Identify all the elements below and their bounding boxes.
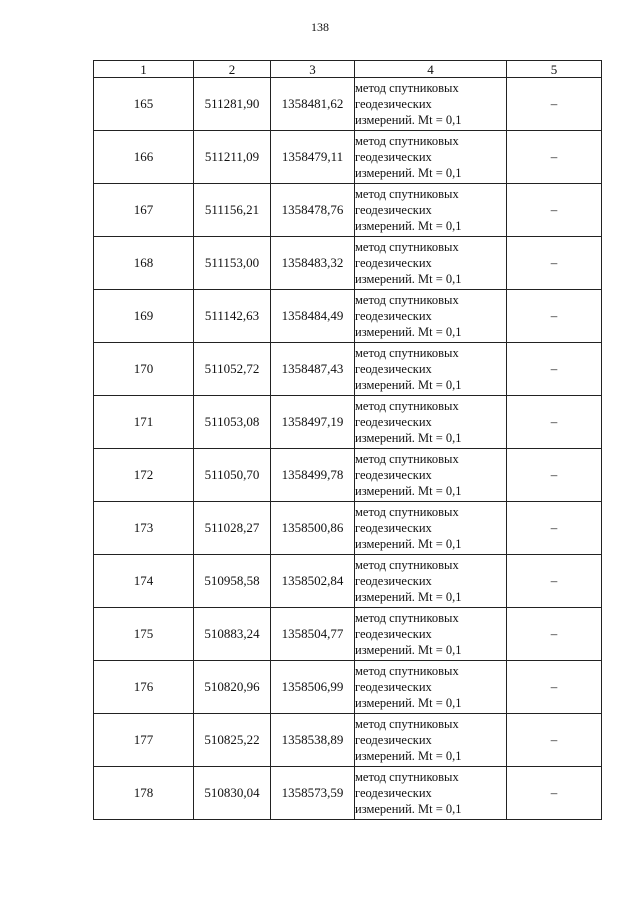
method-text-line: измерений. Mt = 0,1 [355,378,462,392]
point-number-cell: 168 [94,237,194,290]
point-number-cell: 165 [94,78,194,131]
method-text-line: геодезических [355,150,432,164]
method-cell [355,714,507,767]
method-text-line: геодезических [355,680,432,694]
y-coordinate-cell: 1358484,49 [271,290,355,343]
method-text-line: метод спутниковых [355,187,459,201]
method-cell [355,449,507,502]
note-cell: – [507,396,602,449]
y-coordinate-cell: 1358479,11 [271,131,355,184]
table-row [94,767,602,820]
method-text-line: измерений. Mt = 0,1 [355,166,462,180]
method-cell [355,661,507,714]
header-col-1: 1 [94,61,194,78]
method-text-line: метод спутниковых [355,558,459,572]
method-text-line: измерений. Mt = 0,1 [355,802,462,816]
method-text-line: метод спутниковых [355,611,459,625]
method-text-line: метод спутниковых [355,346,459,360]
point-number-cell: 174 [94,555,194,608]
method-cell [355,502,507,555]
method-text-line: измерений. Mt = 0,1 [355,696,462,710]
x-coordinate-cell: 510830,04 [194,767,271,820]
method-text-line: измерений. Mt = 0,1 [355,431,462,445]
header-col-4: 4 [355,61,507,78]
note-cell: – [507,608,602,661]
x-coordinate-cell: 510820,96 [194,661,271,714]
point-number-cell: 173 [94,502,194,555]
y-coordinate-cell: 1358481,62 [271,78,355,131]
point-number-cell: 166 [94,131,194,184]
y-coordinate-cell: 1358504,77 [271,608,355,661]
method-text-line: метод спутниковых [355,293,459,307]
method-text-line: измерений. Mt = 0,1 [355,590,462,604]
table-row [94,449,602,502]
method-text-line: геодезических [355,203,432,217]
note-cell: – [507,184,602,237]
method-text-line: метод спутниковых [355,240,459,254]
method-text-line: измерений. Mt = 0,1 [355,749,462,763]
header-col-5: 5 [507,61,602,78]
x-coordinate-cell: 510958,58 [194,555,271,608]
x-coordinate-cell: 511281,90 [194,78,271,131]
method-cell [355,767,507,820]
note-cell: – [507,237,602,290]
note-cell: – [507,502,602,555]
method-text-line: геодезических [355,786,432,800]
note-cell: – [507,343,602,396]
note-cell: – [507,555,602,608]
method-cell [355,555,507,608]
x-coordinate-cell: 511053,08 [194,396,271,449]
method-text-line: метод спутниковых [355,505,459,519]
x-coordinate-cell: 511050,70 [194,449,271,502]
method-text-line: геодезических [355,256,432,270]
y-coordinate-cell: 1358573,59 [271,767,355,820]
method-text-line: геодезических [355,733,432,747]
x-coordinate-cell: 511153,00 [194,237,271,290]
method-text-line: геодезических [355,627,432,641]
y-coordinate-cell: 1358478,76 [271,184,355,237]
method-text-line: метод спутниковых [355,717,459,731]
table-row [94,343,602,396]
table-row [94,290,602,343]
point-number-cell: 170 [94,343,194,396]
note-cell: – [507,714,602,767]
method-text-line: метод спутниковых [355,452,459,466]
method-cell [355,290,507,343]
note-cell: – [507,449,602,502]
note-cell: – [507,290,602,343]
method-text-line: метод спутниковых [355,664,459,678]
table-body [94,78,602,820]
method-text-line: измерений. Mt = 0,1 [355,219,462,233]
note-cell: – [507,767,602,820]
x-coordinate-cell: 511028,27 [194,502,271,555]
note-cell: – [507,131,602,184]
method-text-line: геодезических [355,97,432,111]
point-number-cell: 176 [94,661,194,714]
method-text-line: измерений. Mt = 0,1 [355,537,462,551]
table-row [94,608,602,661]
point-number-cell: 177 [94,714,194,767]
point-number-cell: 167 [94,184,194,237]
table-row [94,184,602,237]
method-text-line: геодезических [355,415,432,429]
y-coordinate-cell: 1358506,99 [271,661,355,714]
table-row [94,237,602,290]
x-coordinate-cell: 510825,22 [194,714,271,767]
y-coordinate-cell: 1358499,78 [271,449,355,502]
coordinates-table [93,60,602,820]
header-col-3: 3 [271,61,355,78]
method-cell [355,78,507,131]
point-number-cell: 169 [94,290,194,343]
y-coordinate-cell: 1358538,89 [271,714,355,767]
x-coordinate-cell: 510883,24 [194,608,271,661]
note-cell: – [507,661,602,714]
table-row [94,78,602,131]
method-text-line: измерений. Mt = 0,1 [355,325,462,339]
table-row [94,661,602,714]
point-number-cell: 178 [94,767,194,820]
table-row [94,131,602,184]
method-text-line: геодезических [355,309,432,323]
method-text-line: измерений. Mt = 0,1 [355,272,462,286]
page-number: 138 [311,20,329,34]
point-number-cell: 175 [94,608,194,661]
method-text-line: метод спутниковых [355,134,459,148]
y-coordinate-cell: 1358497,19 [271,396,355,449]
method-cell [355,184,507,237]
point-number-cell: 172 [94,449,194,502]
table-row [94,396,602,449]
x-coordinate-cell: 511142,63 [194,290,271,343]
x-coordinate-cell: 511211,09 [194,131,271,184]
method-cell [355,396,507,449]
method-cell [355,237,507,290]
method-text-line: измерений. Mt = 0,1 [355,643,462,657]
x-coordinate-cell: 511052,72 [194,343,271,396]
table-row [94,502,602,555]
method-text-line: метод спутниковых [355,81,459,95]
table-row [94,555,602,608]
y-coordinate-cell: 1358487,43 [271,343,355,396]
method-text-line: геодезических [355,521,432,535]
y-coordinate-cell: 1358483,32 [271,237,355,290]
method-text-line: измерений. Mt = 0,1 [355,113,462,127]
method-cell [355,608,507,661]
method-cell [355,343,507,396]
method-text-line: метод спутниковых [355,399,459,413]
header-col-2: 2 [194,61,271,78]
method-text-line: геодезических [355,574,432,588]
y-coordinate-cell: 1358502,84 [271,555,355,608]
table-row [94,714,602,767]
method-text-line: геодезических [355,468,432,482]
y-coordinate-cell: 1358500,86 [271,502,355,555]
method-text-line: измерений. Mt = 0,1 [355,484,462,498]
method-text-line: метод спутниковых [355,770,459,784]
method-text-line: геодезических [355,362,432,376]
point-number-cell: 171 [94,396,194,449]
method-cell [355,131,507,184]
x-coordinate-cell: 511156,21 [194,184,271,237]
note-cell: – [507,78,602,131]
table-header-row [94,61,602,78]
